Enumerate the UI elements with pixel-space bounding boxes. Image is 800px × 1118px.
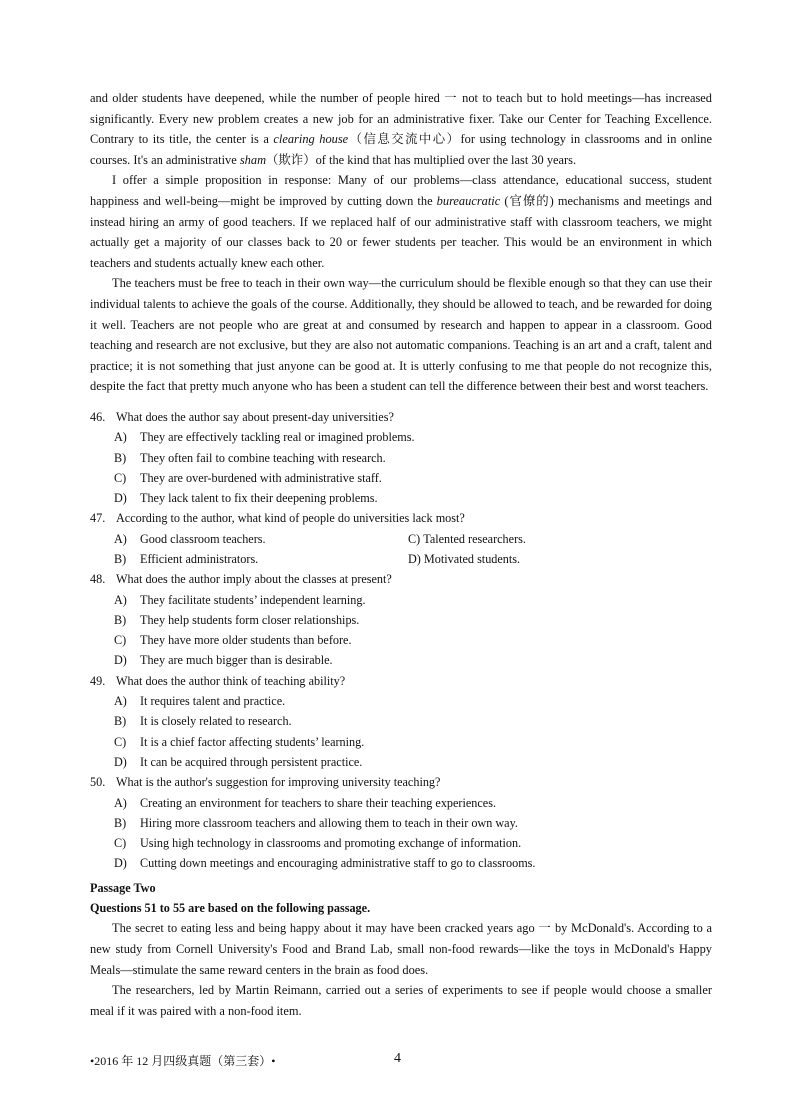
question-47: 47. According to the author, what kind of people do universities lack most?: [90, 511, 465, 526]
question-46: 46. What does the author say about present-day universities?: [90, 409, 394, 424]
option-50-b: B) Hiring more classroom teachers and allowing them to teach in their own way.: [114, 815, 518, 830]
option-47-d: D) Motivated students.: [408, 551, 521, 566]
option-48-b: B) They help students form closer relationships.: [114, 612, 360, 627]
option-47-c: C) Talented researchers.: [408, 531, 526, 546]
option-46-c: C) They are over-burdened with administrative staff.: [114, 470, 382, 485]
option-46-a: A) They are effectively tackling real or imagined problems.: [114, 430, 415, 445]
option-row-47-ac: [90, 529, 712, 549]
option-48-a: A) They facilitate students’ independent learning.: [114, 592, 366, 607]
option-49-b: B) It is closely related to research.: [114, 714, 292, 729]
term-clearing-house: clearing house: [273, 132, 349, 147]
question-49: 49. What does the author think of teaching ability?: [90, 673, 346, 688]
option-46-b: B) They often fail to combine teaching with research.: [114, 450, 386, 465]
passage-two-title: Passage Two: [90, 880, 156, 895]
term-sham: sham: [239, 152, 267, 167]
passage-paragraph-1: and older students have deepened, while the number of people hired 一 not to teach but to hold meetings—has increased significantly. Every new problem creates a new job for an administrative fixer. Take our Center for Teaching Excellence. Contrary to its title, the center is a clearing house（信息交流中心）for using technology in classrooms and in online courses. It's an administrative sham（欺诈）of the kind that has multiplied over the last 30 years.: [90, 91, 712, 167]
option-49-d: D) It can be acquired through persistent practice.: [114, 754, 363, 769]
term-bureaucratic: bureaucratic: [436, 193, 501, 208]
passage-paragraph-2: I offer a simple proposition in response: Many of our problems—class attendance, educational success, student happiness and well-being—might be improved by cutting down the bureaucratic (官僚的) mechanisms and meetings and instead hiring an army of good teachers. If we replaced half of our administrative staff with classroom teachers, we might actually get a majority of our classes back to 20 or fewer students per teacher. This would be an environment in which teachers and students actually knew each other.: [90, 173, 712, 270]
passage-paragraph-3: The teachers must be free to teach in their own way—the curriculum should be flexible enough so that they can use their individual talents to achieve the goals of the course. Additionally, they should be allowed to teach, and be rewarded for doing it well. Teachers are not people who are great at and consumed by research and happen to appear in a classroom. Good teaching and research are not exclusive, but they are also not automatic companions. Teaching is an art and a craft, talent and practice; it is not something that just anyone can be good at. It is utterly confusing to me that people do not recognize this, despite the fact that pretty much anyone who has been a student can tell the difference between their best and worst teachers.: [90, 276, 712, 394]
option-50-c: C) Using high technology in classrooms and promoting exchange of information.: [114, 836, 522, 851]
option-50-d: D) Cutting down meetings and encouraging administrative staff to go to classrooms.: [114, 856, 536, 871]
option-50-a: A) Creating an environment for teachers to share their teaching experiences.: [114, 795, 496, 810]
option-46-d: D) They lack talent to fix their deepening problems.: [114, 491, 378, 506]
option-47-a: A) Good classroom teachers.: [114, 531, 266, 546]
option-47-b: B) Efficient administrators.: [114, 551, 259, 566]
passage-two-instruction: Questions 51 to 55 are based on the following passage.: [90, 901, 371, 916]
question-48: 48. What does the author imply about the classes at present?: [90, 572, 392, 587]
passage-two-paragraph-1: The secret to eating less and being happy about it may have been cracked years ago 一 by McDonald's. According to a new study from Cornell University's Food and Brand Lab, small non-food rewards—like the toys in McDonald's Happy Meals—stimulate the same reward centers in the brain as food does.: [90, 921, 712, 977]
option-49-c: C) It is a chief factor affecting students’ learning.: [114, 734, 365, 749]
page-number: 4: [394, 1051, 401, 1066]
passage-two-paragraph-2: The researchers, led by Martin Reimann, carried out a series of experiments to see if people would choose a smaller meal if it was paired with a non-food item.: [90, 983, 712, 1018]
option-49-a: A) It requires talent and practice.: [114, 694, 286, 709]
option-48-d: D) They are much bigger than is desirable.: [114, 653, 333, 668]
footer-label: •2016 年 12 月四级真题（第三套）•: [90, 1054, 276, 1068]
question-50: 50. What is the author's suggestion for improving university teaching?: [90, 775, 441, 790]
option-48-c: C) They have more older students than before.: [114, 633, 352, 648]
document-page: [90, 88, 712, 1021]
option-row-47-bd: [90, 549, 712, 569]
